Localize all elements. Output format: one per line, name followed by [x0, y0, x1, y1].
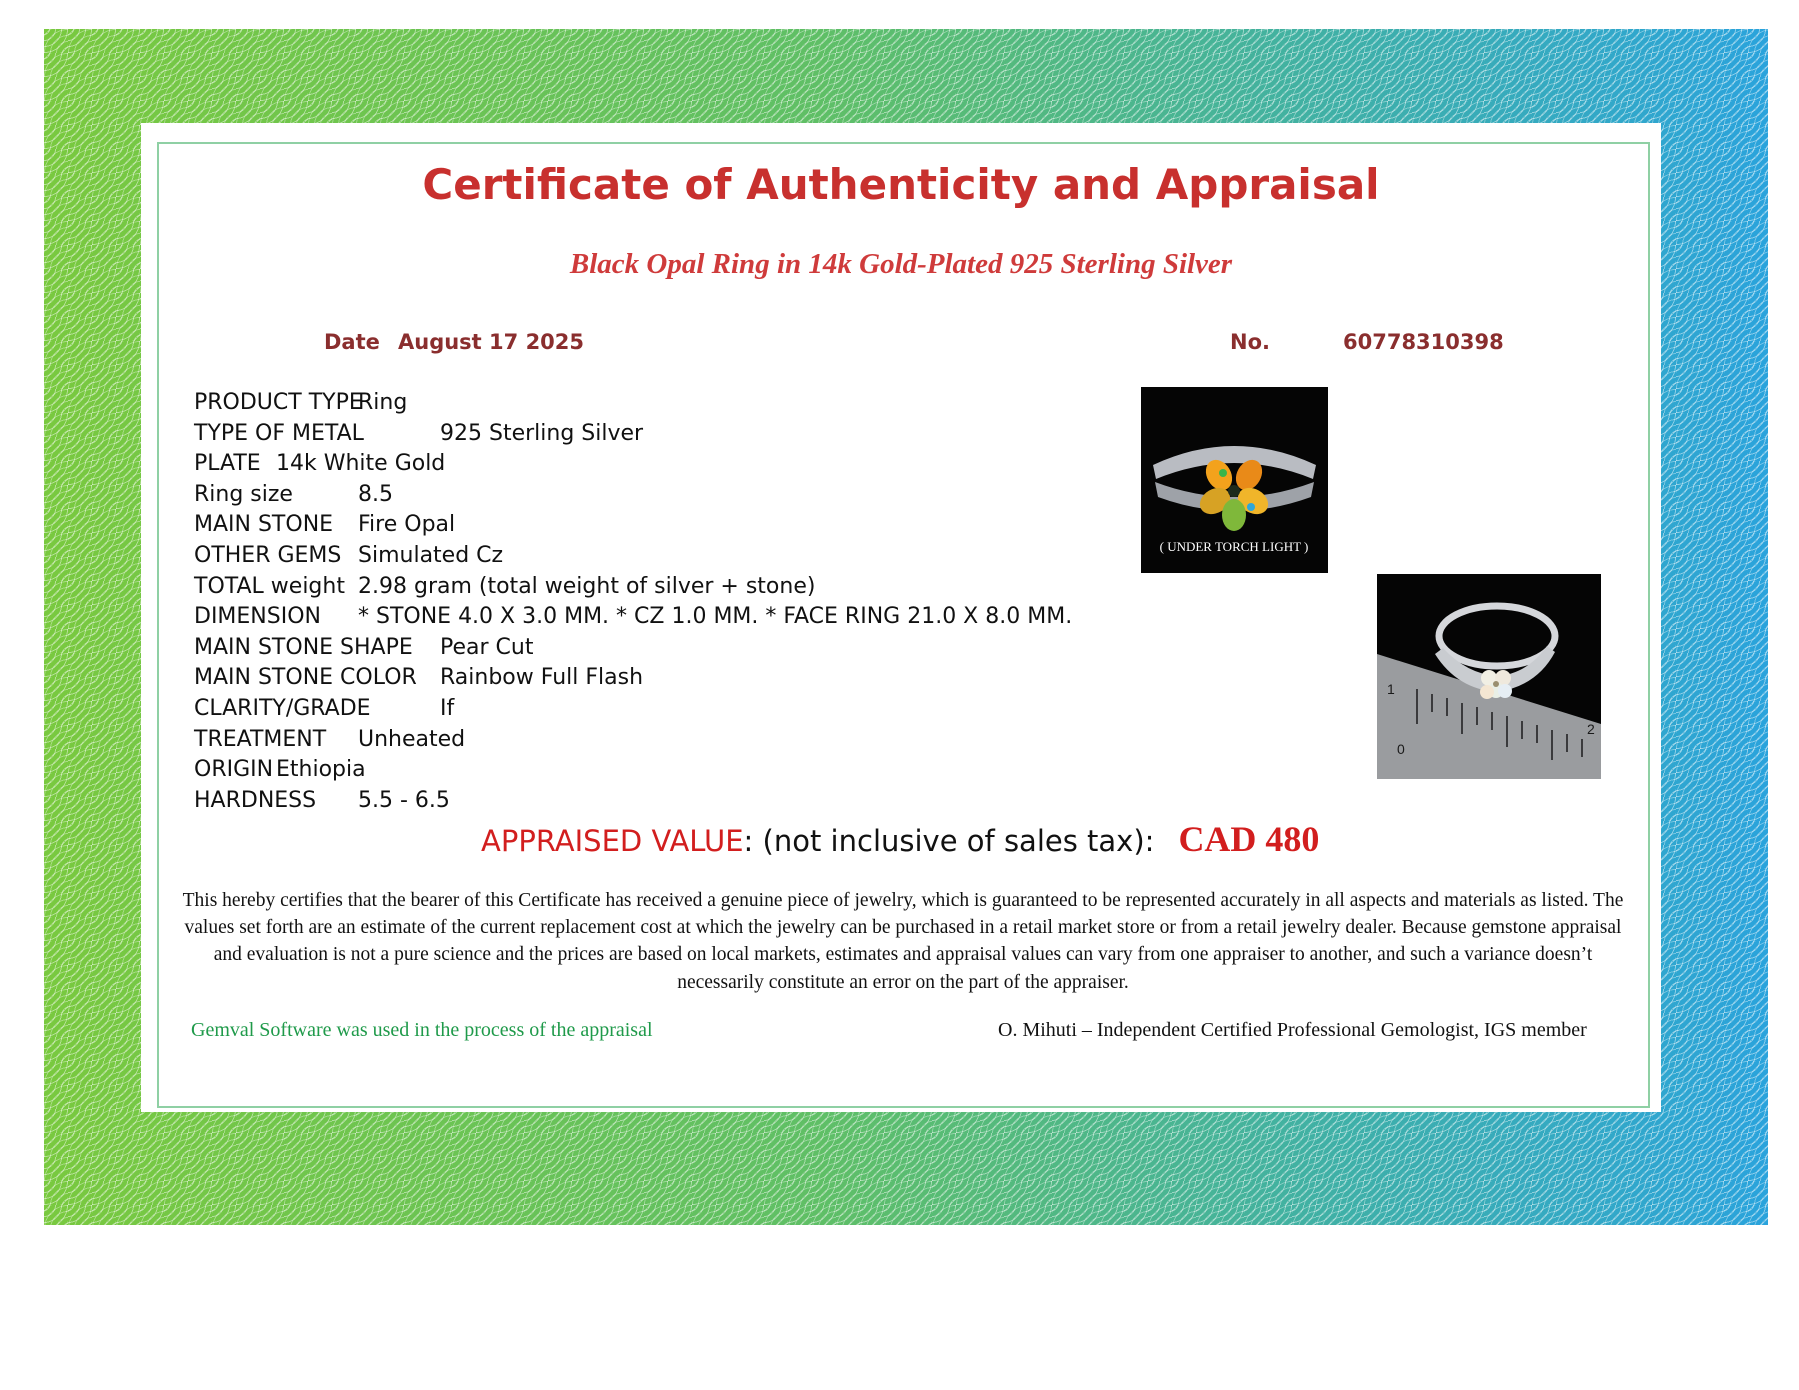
- date-value: August 17 2025: [398, 330, 585, 354]
- detail-label: MAIN STONE SHAPE: [194, 634, 413, 660]
- detail-label: CLARITY/GRADE: [194, 695, 371, 721]
- certificate-subtitle: Black Opal Ring in 14k Gold-Plated 925 Sterling Silver: [569, 248, 1233, 280]
- ruler-digit-1: 1: [1387, 681, 1395, 697]
- detail-label: Ring size: [194, 481, 293, 507]
- detail-value: 8.5: [358, 481, 393, 507]
- ring-photo-torch: [1141, 387, 1328, 573]
- detail-label: TREATMENT: [194, 726, 327, 752]
- detail-row: [194, 480, 417, 511]
- detail-value: * STONE 4.0 X 3.0 MM. * CZ 1.0 MM. * FACE RING 21.0 X 8.0 MM.: [358, 604, 1073, 630]
- number-label: No.: [1230, 330, 1270, 354]
- certificate-number: 60778310398: [1343, 330, 1504, 354]
- detail-row: [194, 663, 644, 694]
- appraised-note: : (not inclusive of sales tax):: [743, 824, 1155, 858]
- ring-photo-ruler: [1377, 574, 1601, 779]
- detail-value: Unheated: [358, 726, 466, 752]
- detail-label: PRODUCT TYPE: [194, 390, 363, 415]
- detail-label: HARDNESS: [194, 787, 317, 813]
- disclaimer-text: This hereby certifies that the bearer of this Certificate has received a genuine piece of jewelry, which is guaranteed to be represented accurately in all aspects and materials as listed. The values set forth are an estimate of the current replacement cost at which the jewelry can be purchased in a retail market store or from a retail jewelry dealer. Because gemstone appraisal and evaluation is not a pure science and the prices are based on local markets, estimates and appraisal values can vary from one appraiser to another, and such a variance doesn’t necessarily constitute an error on the part of the appraiser.: [182, 890, 1624, 993]
- detail-row: [194, 510, 456, 541]
- detail-value: 5.5 - 6.5: [358, 787, 450, 813]
- detail-value: 14k White Gold: [276, 451, 446, 477]
- appraised-value-line: [481, 818, 1319, 860]
- detail-value: Rainbow Full Flash: [440, 665, 644, 691]
- detail-label: TYPE OF METAL: [194, 420, 364, 446]
- detail-label: MAIN STONE COLOR: [194, 665, 417, 691]
- photo-caption: ( UNDER TORCH LIGHT ): [1159, 539, 1309, 554]
- detail-value: If: [440, 695, 455, 721]
- detail-row: [194, 541, 504, 572]
- detail-value: 925 Sterling Silver: [440, 420, 644, 446]
- detail-value: Fire Opal: [358, 512, 456, 538]
- gemologist-signature-line: O. Mihuti – Independent Certified Professional Gemologist, IGS member: [998, 1019, 1587, 1041]
- appraised-label: APPRAISED VALUE: [481, 824, 744, 858]
- ring-ruler-illustration: [1377, 574, 1601, 779]
- detail-label: MAIN STONE: [194, 512, 334, 538]
- detail-value: Ring: [358, 390, 408, 415]
- detail-row: [194, 633, 534, 664]
- ruler-digit-0: 0: [1397, 741, 1405, 757]
- detail-row: [194, 388, 417, 419]
- certificate-title: Certificate of Authenticity and Appraisal: [422, 160, 1380, 209]
- detail-row: [194, 449, 446, 480]
- detail-row: [194, 602, 1073, 633]
- detail-row: [194, 755, 417, 786]
- detail-label: OTHER GEMS: [194, 542, 342, 568]
- ring-torch-illustration: [1141, 387, 1328, 573]
- detail-row: [194, 572, 816, 603]
- detail-row: [194, 725, 466, 756]
- detail-label: ORIGIN: [194, 757, 274, 783]
- detail-row: [194, 786, 450, 817]
- ruler-digit-2: 2: [1587, 721, 1595, 737]
- detail-value: Ethiopia: [276, 757, 366, 783]
- appraised-amount: CAD 480: [1178, 819, 1320, 859]
- detail-row: [194, 694, 455, 725]
- detail-label: DIMENSION: [194, 604, 321, 630]
- detail-value: Pear Cut: [440, 634, 534, 660]
- detail-label: PLATE: [194, 451, 261, 477]
- detail-row: [194, 419, 644, 450]
- detail-value: Simulated Cz: [358, 542, 504, 568]
- detail-label: TOTAL weight: [194, 573, 345, 599]
- details-list: [194, 388, 1073, 816]
- date-label: Date: [324, 330, 380, 354]
- detail-value: 2.98 gram (total weight of silver + stone): [358, 573, 816, 599]
- software-note: Gemval Software was used in the process of the appraisal: [191, 1019, 653, 1041]
